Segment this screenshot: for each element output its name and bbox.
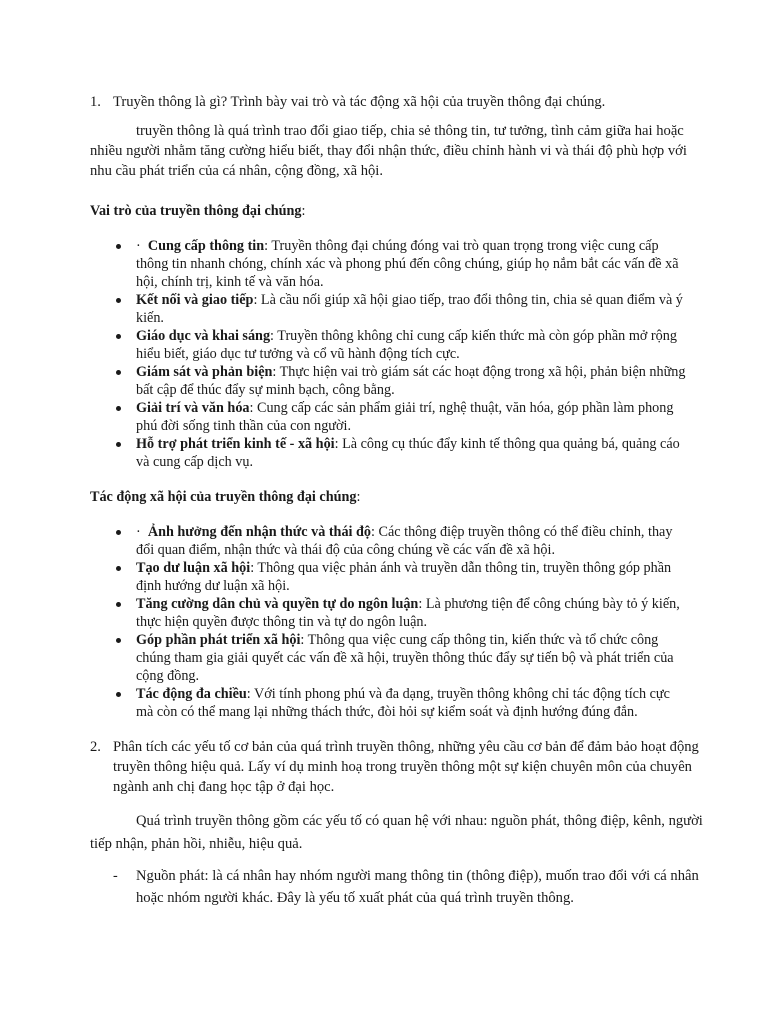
impacts-heading-text: Tác động xã hội của truyền thông đại chúng: [90, 489, 357, 505]
impact-description: cộng đồng.: [136, 668, 200, 684]
impact-description: định hướng dư luận xã hội.: [136, 578, 290, 594]
impact-term: Tạo dư luận xã hội: [136, 560, 251, 576]
impact-description: thực hiện quyền được thông tin và tự do ngôn luận.: [136, 614, 428, 630]
impact-description: : Với tính phong phú và đa dạng, truyền thông không chỉ tác động tích cực: [246, 686, 670, 702]
impact-term: Ảnh hưởng đến nhận thức và thái độ: [147, 524, 372, 540]
role-term: Hỗ trợ phát triển kinh tế - xã hội: [136, 436, 335, 452]
q2-source-line: hoặc nhóm người khác. Đây là yếu tố xuất phát của quá trình truyền thông.: [136, 890, 574, 906]
role-term: Kết nối và giao tiếp: [136, 292, 254, 308]
q2-question-line: truyền thông hiệu quả. Lấy ví dụ minh hoạ trong truyền thông một sự kiện chuyên môn của chuyên: [113, 759, 692, 775]
role-term: Cung cấp thông tin: [147, 238, 265, 254]
role-description: : Thực hiện vai trò giám sát các hoạt động trong xã hội, phản biện những: [272, 364, 686, 380]
bullet-icon: [116, 298, 121, 303]
impact-description: : Các thông điệp truyền thông có thể điều chỉnh, thay: [371, 524, 673, 540]
q1-question: Truyền thông là gì? Trình bày vai trò và tác động xã hội của truyền thông đại chúng.: [113, 94, 606, 110]
role-description: hiểu biết, giáo dục tư tưởng và cổ vũ hành động tích cực.: [136, 346, 460, 362]
q1-definition-line: nhiều người nhằm tăng cường hiểu biết, thay đổi nhận thức, điều chỉnh hành vi và thái độ phù hợp với: [90, 143, 687, 159]
q2-question-line: ngành anh chị đang học tập ở đại học.: [113, 779, 335, 795]
bullet-icon: [116, 442, 121, 447]
role-description: hội, chính trị, kinh tế và văn hóa.: [136, 274, 324, 290]
role-term: Giải trí và văn hóa: [136, 400, 250, 416]
impacts-heading-colon: :: [356, 489, 361, 505]
bullet-icon: [116, 638, 121, 643]
role-description: : Là công cụ thúc đẩy kinh tế thông qua quảng bá, quảng cáo: [334, 436, 680, 452]
bullet-icon: [116, 566, 121, 571]
bullet-icon: [116, 244, 121, 249]
role-description: kiến.: [136, 310, 164, 326]
q2-source-line: Nguồn phát: là cá nhân hay nhóm người mang thông tin (thông điệp), muốn trao đổi với cá nhân: [136, 868, 699, 884]
impact-term: Tác động đa chiều: [136, 686, 247, 702]
q1-number: 1.: [90, 94, 101, 110]
q2-intro-line: Quá trình truyền thông gồm các yếu tố có quan hệ với nhau: nguồn phát, thông điệp, kênh, người: [136, 813, 703, 829]
role-description: phú đời sống tinh thần của con người.: [136, 418, 351, 434]
bullet-icon: [116, 692, 121, 697]
middle-dot-prefix: ·: [136, 524, 141, 540]
role-description: bất cập để thúc đẩy sự minh bạch, công bằng.: [136, 382, 395, 398]
roles-heading-text: Vai trò của truyền thông đại chúng: [90, 203, 302, 219]
role-description: : Truyền thông đại chúng đóng vai trò quan trọng trong việc cung cấp: [264, 238, 659, 254]
q1-definition-line: truyền thông là quá trình trao đổi giao tiếp, chia sẻ thông tin, tư tưởng, tình cảm giữa hai hoặc: [136, 123, 684, 139]
dash-marker: -: [113, 868, 118, 884]
role-description: thông tin nhanh chóng, chính xác và phong phú đến công chúng, giúp họ nắm bắt các vấn đề xã: [136, 256, 679, 272]
role-term: Giám sát và phản biện: [136, 364, 273, 380]
impact-term: Góp phần phát triển xã hội: [136, 632, 301, 648]
role-description: : Truyền thông không chỉ cung cấp kiến thức mà còn góp phần mở rộng: [270, 328, 677, 344]
role-description: : Cung cấp các sản phẩm giải trí, nghệ thuật, văn hóa, góp phần làm phong: [249, 400, 674, 416]
impact-description: : Thông qua việc phản ánh và truyền dẫn thông tin, truyền thông góp phần: [250, 560, 672, 576]
impact-description: chúng tham gia giải quyết các vấn đề xã hội, truyền thông thúc đẩy sự tiến bộ và phát triển của: [136, 650, 674, 666]
impact-description: mà còn có thể mang lại những thách thức, đòi hỏi sự kiểm soát và định hướng đúng đắn.: [136, 704, 638, 720]
role-description: : Là cầu nối giúp xã hội giao tiếp, trao đổi thông tin, chia sẻ quan điểm và ý: [253, 292, 683, 308]
q1-definition-line: nhu cầu phát triển của cá nhân, cộng đồng, xã hội.: [90, 163, 383, 179]
bullet-icon: [116, 406, 121, 411]
impact-description: đổi quan điểm, nhận thức và thái độ của công chúng về các vấn đề xã hội.: [136, 542, 555, 558]
middle-dot-prefix: ·: [136, 238, 141, 254]
role-description: và cung cấp dịch vụ.: [136, 454, 254, 470]
impact-term: Tăng cường dân chủ và quyền tự do ngôn luận: [136, 596, 419, 612]
impacts-heading: [90, 490, 360, 504]
bullet-icon: [116, 334, 121, 339]
q2-number: 2.: [90, 739, 101, 755]
roles-heading: [90, 204, 305, 218]
impact-description: : Là phương tiện để công chúng bày tỏ ý kiến,: [418, 596, 680, 612]
impact-description: : Thông qua việc cung cấp thông tin, kiến thức và tổ chức công: [300, 632, 659, 648]
role-term: Giáo dục và khai sáng: [136, 328, 271, 344]
bullet-icon: [116, 370, 121, 375]
q2-question-line: Phân tích các yếu tố cơ bản của quá trình truyền thông, những yêu cầu cơ bản để đảm bảo hoạt động: [113, 739, 699, 755]
bullet-icon: [116, 602, 121, 607]
bullet-icon: [116, 530, 121, 535]
roles-heading-colon: :: [301, 203, 306, 219]
q2-intro-line: tiếp nhận, phản hồi, nhiễu, hiệu quả.: [90, 836, 303, 852]
